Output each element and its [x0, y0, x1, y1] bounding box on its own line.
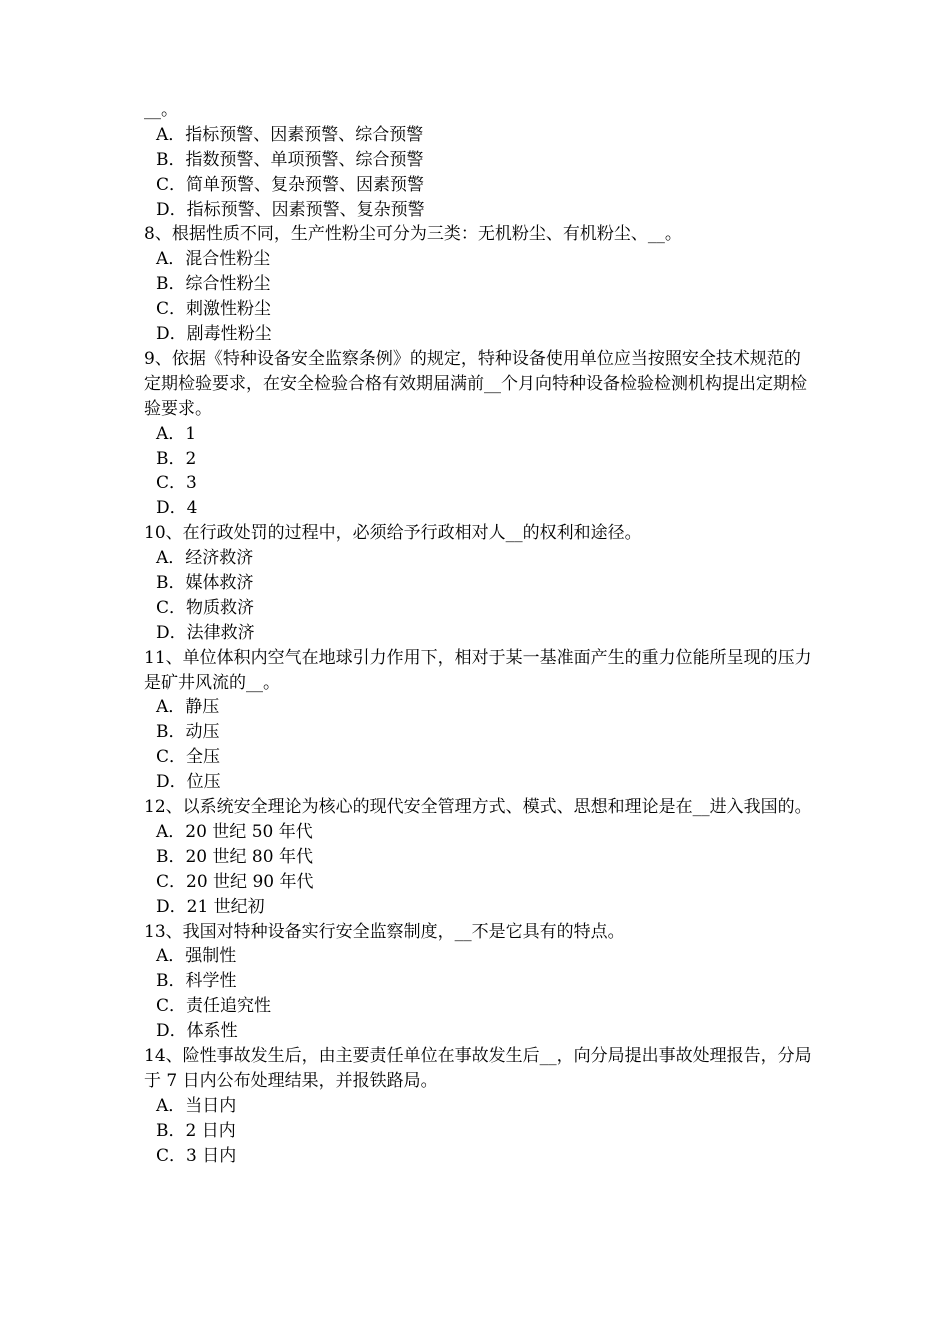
option-b: B．科学性 [156, 971, 237, 992]
question-11 [144, 646, 816, 795]
option-c: C．简单预警、复杂预警、因素预警 [156, 174, 425, 195]
option-b: B．综合性粉尘 [156, 274, 271, 295]
option-b: B．动压 [156, 722, 220, 743]
option-a: A．当日内 [156, 1095, 237, 1116]
option-d: D．法律救济 [156, 622, 255, 643]
option-d: D．体系性 [156, 1021, 238, 1042]
option-c: C．3 [156, 473, 197, 494]
option-b: B．媒体救济 [156, 573, 254, 593]
option-d: D．剧毒性粉尘 [156, 324, 272, 345]
question-stem: 12、以系统安全理论为核心的现代安全管理方式、模式、思想和理论是在__进入我国的。 [144, 797, 812, 818]
option-a: A．强制性 [156, 946, 237, 967]
option-c: C．20 世纪 90 年代 [156, 871, 314, 892]
question-stem: 14、险性事故发生后，由主要责任单位在事故发生后__，向分局提出事故处理报告，分局于 7 日内公布处理结果，并报铁路局。 [144, 1045, 812, 1091]
option-c: C．物质救济 [156, 597, 255, 618]
question-14 [144, 1044, 816, 1168]
option-a: A．1 [156, 423, 197, 444]
question-stem: 8、根据性质不同，生产性粉尘可分为三类：无机粉尘、有机粉尘、__。 [144, 224, 682, 245]
question-stem: 10、在行政处罚的过程中，必须给予行政相对人__的权利和途径。 [144, 523, 642, 544]
option-d: D．指标预警、因素预警、复杂预警 [156, 199, 425, 220]
option-a: A．静压 [156, 697, 220, 718]
option-a: A．20 世纪 50 年代 [156, 821, 313, 842]
option-b: B．指数预警、单项预警、综合预警 [156, 149, 424, 170]
question-stem: 9、依据《特种设备安全监察条例》的规定，特种设备使用单位应当按照安全技术规范的定期检验要求，在安全检验合格有效期届满前__个月向特种设备检验检测机构提出定期检验要求。 [144, 348, 807, 419]
question-list [144, 98, 816, 1168]
question-9 [144, 347, 816, 521]
question-13 [144, 920, 816, 1044]
option-d: D．21 世纪初 [156, 896, 265, 917]
option-c: C．刺激性粉尘 [156, 299, 272, 320]
option-a: A．经济救济 [156, 548, 254, 569]
question-12 [144, 795, 816, 919]
question-8 [144, 222, 816, 346]
option-a: A．混合性粉尘 [156, 249, 271, 270]
option-c: C．3 日内 [156, 1145, 237, 1166]
option-d: D．4 [156, 498, 198, 519]
option-b: B．2 日内 [156, 1120, 236, 1141]
question-stem: 11、单位体积内空气在地球引力作用下，相对于某一基准面产生的重力位能所呈现的压力是矿井风流的__。 [144, 647, 812, 693]
option-b: B．20 世纪 80 年代 [156, 846, 313, 867]
option-a: A．指标预警、因素预警、综合预警 [156, 124, 424, 145]
question-10 [144, 521, 816, 645]
question-stem: 13、我国对特种设备实行安全监察制度，__不是它具有的特点。 [144, 921, 625, 942]
option-c: C．责任追究性 [156, 996, 272, 1017]
option-c: C．全压 [156, 747, 221, 768]
option-b: B．2 [156, 448, 197, 469]
option-d: D．位压 [156, 772, 221, 793]
question-stem-continuation: __。 [144, 100, 178, 120]
question-7-options [144, 123, 816, 223]
